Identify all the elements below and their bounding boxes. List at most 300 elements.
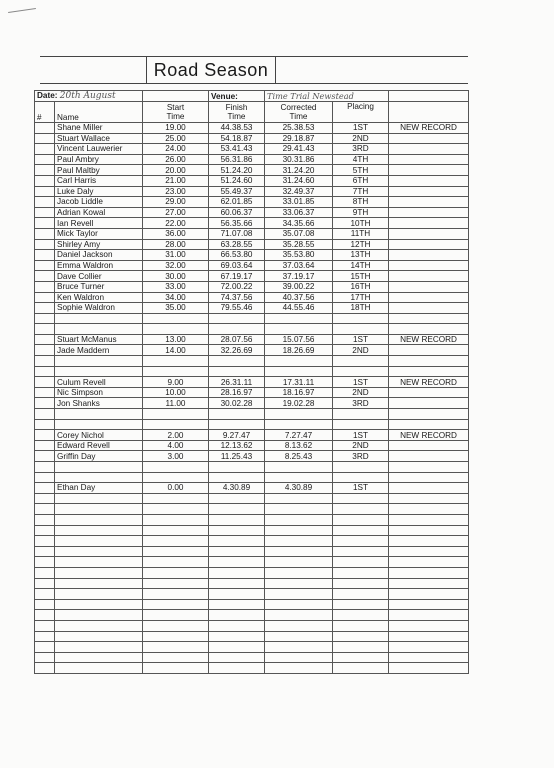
cell-num	[35, 154, 55, 165]
cell-finish	[209, 356, 265, 367]
cell-start	[143, 366, 209, 377]
cell-finish	[209, 366, 265, 377]
cell-placing	[333, 324, 389, 335]
cell-placing	[333, 652, 389, 663]
cell-note	[389, 345, 469, 356]
cell-corrected: 31.24.60	[265, 175, 333, 186]
cell-num	[35, 652, 55, 663]
date-spacer	[143, 91, 209, 102]
cell-finish: 28.16.97	[209, 387, 265, 398]
cell-note	[389, 483, 469, 494]
cell-start	[143, 514, 209, 525]
cell-placing	[333, 525, 389, 536]
table-row	[35, 377, 469, 388]
cell-note	[389, 281, 469, 292]
cell-start: 2.00	[143, 430, 209, 441]
cell-finish: 69.03.64	[209, 260, 265, 271]
cell-placing: 16TH	[333, 281, 389, 292]
cell-note	[389, 292, 469, 303]
cell-start	[143, 631, 209, 642]
cell-num	[35, 186, 55, 197]
cell-finish: 30.02.28	[209, 398, 265, 409]
cell-num	[35, 197, 55, 208]
cell-note	[389, 599, 469, 610]
cell-corrected: 4.30.89	[265, 483, 333, 494]
cell-note: NEW RECORD	[389, 430, 469, 441]
table-row	[35, 260, 469, 271]
cell-start	[143, 409, 209, 420]
cell-finish	[209, 578, 265, 589]
cell-num	[35, 313, 55, 324]
cell-num	[35, 239, 55, 250]
cell-corrected	[265, 589, 333, 600]
table-row	[35, 154, 469, 165]
cell-finish	[209, 324, 265, 335]
cell-finish	[209, 546, 265, 557]
cell-corrected	[265, 631, 333, 642]
cell-note	[389, 398, 469, 409]
results-table	[34, 90, 469, 674]
cell-name	[55, 493, 143, 504]
table-row	[35, 620, 469, 631]
cell-placing	[333, 610, 389, 621]
cell-num	[35, 419, 55, 430]
cell-finish	[209, 663, 265, 674]
col-placing-header: Placing	[333, 102, 389, 123]
cell-finish	[209, 514, 265, 525]
cell-finish: 56.35.66	[209, 218, 265, 229]
cell-start	[143, 546, 209, 557]
cell-start	[143, 557, 209, 568]
cell-num	[35, 377, 55, 388]
cell-start: 26.00	[143, 154, 209, 165]
cell-name	[55, 324, 143, 335]
cell-name	[55, 462, 143, 473]
title-bar	[40, 56, 468, 84]
cell-finish: 28.07.56	[209, 334, 265, 345]
cell-num	[35, 610, 55, 621]
cell-name	[55, 567, 143, 578]
cell-start: 4.00	[143, 440, 209, 451]
cell-note	[389, 536, 469, 547]
date-value: 20th August	[59, 91, 116, 101]
cell-start: 25.00	[143, 133, 209, 144]
cell-name	[55, 313, 143, 324]
cell-note	[389, 250, 469, 261]
table-row	[35, 271, 469, 282]
cell-name: Edward Revell	[55, 440, 143, 451]
cell-placing	[333, 536, 389, 547]
cell-finish: 71.07.08	[209, 228, 265, 239]
cell-num	[35, 536, 55, 547]
cell-placing: 17TH	[333, 292, 389, 303]
cell-note: NEW RECORD	[389, 123, 469, 134]
cell-num	[35, 271, 55, 282]
cell-note	[389, 260, 469, 271]
cell-finish	[209, 419, 265, 430]
cell-finish	[209, 525, 265, 536]
cell-note	[389, 207, 469, 218]
table-row	[35, 228, 469, 239]
cell-finish: 51.24.60	[209, 175, 265, 186]
cell-finish	[209, 631, 265, 642]
cell-placing: 11TH	[333, 228, 389, 239]
cell-start: 28.00	[143, 239, 209, 250]
cell-note	[389, 366, 469, 377]
table-row	[35, 292, 469, 303]
cell-placing	[333, 313, 389, 324]
cell-finish	[209, 472, 265, 483]
cell-num	[35, 430, 55, 441]
cell-placing: 7TH	[333, 186, 389, 197]
cell-corrected	[265, 504, 333, 515]
cell-placing	[333, 599, 389, 610]
col-note-header	[389, 102, 469, 123]
table-row	[35, 303, 469, 314]
cell-corrected: 40.37.56	[265, 292, 333, 303]
cell-start	[143, 599, 209, 610]
cell-finish	[209, 504, 265, 515]
table-row	[35, 197, 469, 208]
date-cell	[35, 91, 143, 102]
cell-finish	[209, 620, 265, 631]
table-row	[35, 239, 469, 250]
table-row	[35, 462, 469, 473]
cell-finish: 26.31.11	[209, 377, 265, 388]
table-row	[35, 642, 469, 653]
cell-note	[389, 303, 469, 314]
cell-corrected	[265, 567, 333, 578]
cell-corrected	[265, 536, 333, 547]
cell-start	[143, 324, 209, 335]
cell-placing: 1ST	[333, 430, 389, 441]
col-finish-header	[209, 102, 265, 123]
sheet-title: Road Season	[146, 57, 276, 83]
cell-note	[389, 493, 469, 504]
cell-corrected	[265, 514, 333, 525]
results-sheet	[34, 48, 468, 688]
cell-corrected	[265, 313, 333, 324]
cell-name: Paul Ambry	[55, 154, 143, 165]
table-row	[35, 133, 469, 144]
cell-name	[55, 599, 143, 610]
cell-name: Corey Nichol	[55, 430, 143, 441]
cell-placing	[333, 546, 389, 557]
cell-name: Dave Collier	[55, 271, 143, 282]
cell-finish: 9.27.47	[209, 430, 265, 441]
cell-num	[35, 578, 55, 589]
cell-name: Emma Waldron	[55, 260, 143, 271]
cell-num	[35, 462, 55, 473]
cell-name	[55, 663, 143, 674]
cell-start: 19.00	[143, 123, 209, 134]
cell-num	[35, 133, 55, 144]
cell-start: 36.00	[143, 228, 209, 239]
cell-name: Griffin Day	[55, 451, 143, 462]
cell-name	[55, 620, 143, 631]
cell-placing: 5TH	[333, 165, 389, 176]
cell-finish	[209, 567, 265, 578]
cell-note	[389, 567, 469, 578]
table-row	[35, 536, 469, 547]
cell-start	[143, 493, 209, 504]
cell-start: 33.00	[143, 281, 209, 292]
cell-placing: 1ST	[333, 377, 389, 388]
table-row	[35, 440, 469, 451]
cell-note	[389, 610, 469, 621]
cell-num	[35, 250, 55, 261]
table-row	[35, 218, 469, 229]
cell-note	[389, 144, 469, 155]
cell-corrected: 29.18.87	[265, 133, 333, 144]
cell-num	[35, 228, 55, 239]
cell-placing	[333, 409, 389, 420]
cell-note	[389, 175, 469, 186]
cell-start	[143, 652, 209, 663]
table-row	[35, 472, 469, 483]
cell-name	[55, 652, 143, 663]
cell-start	[143, 663, 209, 674]
cell-corrected: 8.13.62	[265, 440, 333, 451]
table-row	[35, 610, 469, 621]
table-row	[35, 345, 469, 356]
cell-num	[35, 589, 55, 600]
cell-name: Culum Revell	[55, 377, 143, 388]
table-row	[35, 409, 469, 420]
cell-corrected: 31.24.20	[265, 165, 333, 176]
cell-start: 27.00	[143, 207, 209, 218]
cell-start: 13.00	[143, 334, 209, 345]
cell-placing	[333, 663, 389, 674]
col-corrected-header	[265, 102, 333, 123]
cell-start: 0.00	[143, 483, 209, 494]
cell-note	[389, 525, 469, 536]
cell-name: Shane Miller	[55, 123, 143, 134]
cell-start: 32.00	[143, 260, 209, 271]
cell-placing	[333, 462, 389, 473]
cell-start	[143, 525, 209, 536]
table-row	[35, 250, 469, 261]
table-row	[35, 557, 469, 568]
cell-note	[389, 186, 469, 197]
cell-start: 14.00	[143, 345, 209, 356]
cell-placing: 4TH	[333, 154, 389, 165]
cell-placing: 2ND	[333, 440, 389, 451]
cell-name	[55, 589, 143, 600]
cell-num	[35, 144, 55, 155]
cell-finish	[209, 462, 265, 473]
cell-finish: 72.00.22	[209, 281, 265, 292]
cell-start: 30.00	[143, 271, 209, 282]
cell-corrected	[265, 525, 333, 536]
cell-note: NEW RECORD	[389, 334, 469, 345]
scan-mark	[8, 8, 36, 13]
table-row	[35, 525, 469, 536]
table-row	[35, 313, 469, 324]
cell-placing	[333, 472, 389, 483]
cell-finish: 51.24.20	[209, 165, 265, 176]
table-row	[35, 599, 469, 610]
cell-corrected	[265, 578, 333, 589]
cell-finish: 55.49.37	[209, 186, 265, 197]
cell-name: Jon Shanks	[55, 398, 143, 409]
cell-note	[389, 271, 469, 282]
cell-finish	[209, 493, 265, 504]
cell-placing	[333, 504, 389, 515]
cell-placing: 3RD	[333, 398, 389, 409]
date-label: Date:	[37, 91, 58, 100]
cell-start	[143, 313, 209, 324]
table-row	[35, 334, 469, 345]
cell-num	[35, 663, 55, 674]
cell-corrected: 19.02.28	[265, 398, 333, 409]
cell-corrected: 32.49.37	[265, 186, 333, 197]
cell-finish: 56.31.86	[209, 154, 265, 165]
table-row	[35, 387, 469, 398]
cell-placing	[333, 493, 389, 504]
cell-placing	[333, 557, 389, 568]
cell-corrected	[265, 356, 333, 367]
table-row	[35, 483, 469, 494]
cell-name	[55, 536, 143, 547]
cell-num	[35, 387, 55, 398]
cell-note	[389, 409, 469, 420]
cell-num	[35, 281, 55, 292]
cell-corrected	[265, 557, 333, 568]
venue-value: Time Trial Newstead	[265, 91, 389, 102]
cell-start: 34.00	[143, 292, 209, 303]
cell-placing: 2ND	[333, 133, 389, 144]
table-row	[35, 578, 469, 589]
cell-note	[389, 578, 469, 589]
cell-placing: 6TH	[333, 175, 389, 186]
cell-placing: 1ST	[333, 123, 389, 134]
cell-corrected: 35.07.08	[265, 228, 333, 239]
cell-placing: 13TH	[333, 250, 389, 261]
start-header-line1: Start	[166, 103, 185, 112]
cell-note	[389, 239, 469, 250]
cell-placing: 8TH	[333, 197, 389, 208]
table-row	[35, 514, 469, 525]
cell-name	[55, 356, 143, 367]
cell-placing: 2ND	[333, 345, 389, 356]
cell-corrected	[265, 610, 333, 621]
start-header-line2: Time	[166, 112, 185, 121]
cell-placing	[333, 419, 389, 430]
table-row	[35, 663, 469, 674]
cell-note	[389, 631, 469, 642]
cell-start	[143, 620, 209, 631]
table-row	[35, 546, 469, 557]
cell-corrected: 33.06.37	[265, 207, 333, 218]
cell-start: 24.00	[143, 144, 209, 155]
cell-num	[35, 483, 55, 494]
cell-num	[35, 642, 55, 653]
cell-finish	[209, 313, 265, 324]
table-row	[35, 398, 469, 409]
cell-num	[35, 218, 55, 229]
cell-name	[55, 366, 143, 377]
cell-name: Jade Maddern	[55, 345, 143, 356]
cell-num	[35, 175, 55, 186]
cell-finish	[209, 557, 265, 568]
cell-name: Ken Waldron	[55, 292, 143, 303]
cell-start: 23.00	[143, 186, 209, 197]
cell-name: Ethan Day	[55, 483, 143, 494]
cell-note	[389, 663, 469, 674]
cell-corrected	[265, 642, 333, 653]
cell-finish: 63.28.55	[209, 239, 265, 250]
cell-note	[389, 472, 469, 483]
cell-placing	[333, 366, 389, 377]
cell-corrected: 29.41.43	[265, 144, 333, 155]
cell-num	[35, 345, 55, 356]
cell-num	[35, 631, 55, 642]
cell-start	[143, 610, 209, 621]
cell-num	[35, 504, 55, 515]
table-row	[35, 493, 469, 504]
cell-num	[35, 599, 55, 610]
header-row	[35, 102, 469, 123]
cell-finish	[209, 589, 265, 600]
cell-name: Paul Maltby	[55, 165, 143, 176]
cell-num	[35, 493, 55, 504]
cell-corrected: 18.26.69	[265, 345, 333, 356]
cell-num	[35, 620, 55, 631]
col-start-header	[143, 102, 209, 123]
cell-corrected	[265, 419, 333, 430]
cell-name: Bruce Turner	[55, 281, 143, 292]
cell-num	[35, 451, 55, 462]
cell-corrected	[265, 493, 333, 504]
cell-note	[389, 387, 469, 398]
cell-corrected: 18.16.97	[265, 387, 333, 398]
cell-name: Daniel Jackson	[55, 250, 143, 261]
cell-start	[143, 504, 209, 515]
cell-corrected	[265, 546, 333, 557]
corrected-header-line1: Corrected	[280, 103, 317, 112]
cell-start	[143, 462, 209, 473]
cell-corrected: 33.01.85	[265, 197, 333, 208]
cell-name: Stuart McManus	[55, 334, 143, 345]
cell-note	[389, 197, 469, 208]
cell-name: Vincent Lauwerier	[55, 144, 143, 155]
cell-num	[35, 260, 55, 271]
cell-name	[55, 546, 143, 557]
cell-placing: 18TH	[333, 303, 389, 314]
cell-corrected: 37.19.17	[265, 271, 333, 282]
cell-finish: 62.01.85	[209, 197, 265, 208]
cell-name: Shirley Amy	[55, 239, 143, 250]
cell-num	[35, 292, 55, 303]
cell-note	[389, 620, 469, 631]
cell-name: Carl Harris	[55, 175, 143, 186]
cell-note	[389, 462, 469, 473]
cell-note	[389, 313, 469, 324]
cell-finish	[209, 409, 265, 420]
cell-corrected: 35.53.80	[265, 250, 333, 261]
cell-note	[389, 228, 469, 239]
cell-name: Sophie Waldron	[55, 303, 143, 314]
cell-placing	[333, 578, 389, 589]
cell-placing	[333, 620, 389, 631]
cell-placing	[333, 567, 389, 578]
table-row	[35, 451, 469, 462]
cell-placing: 3RD	[333, 451, 389, 462]
cell-corrected: 7.27.47	[265, 430, 333, 441]
cell-start	[143, 419, 209, 430]
cell-finish: 74.37.56	[209, 292, 265, 303]
